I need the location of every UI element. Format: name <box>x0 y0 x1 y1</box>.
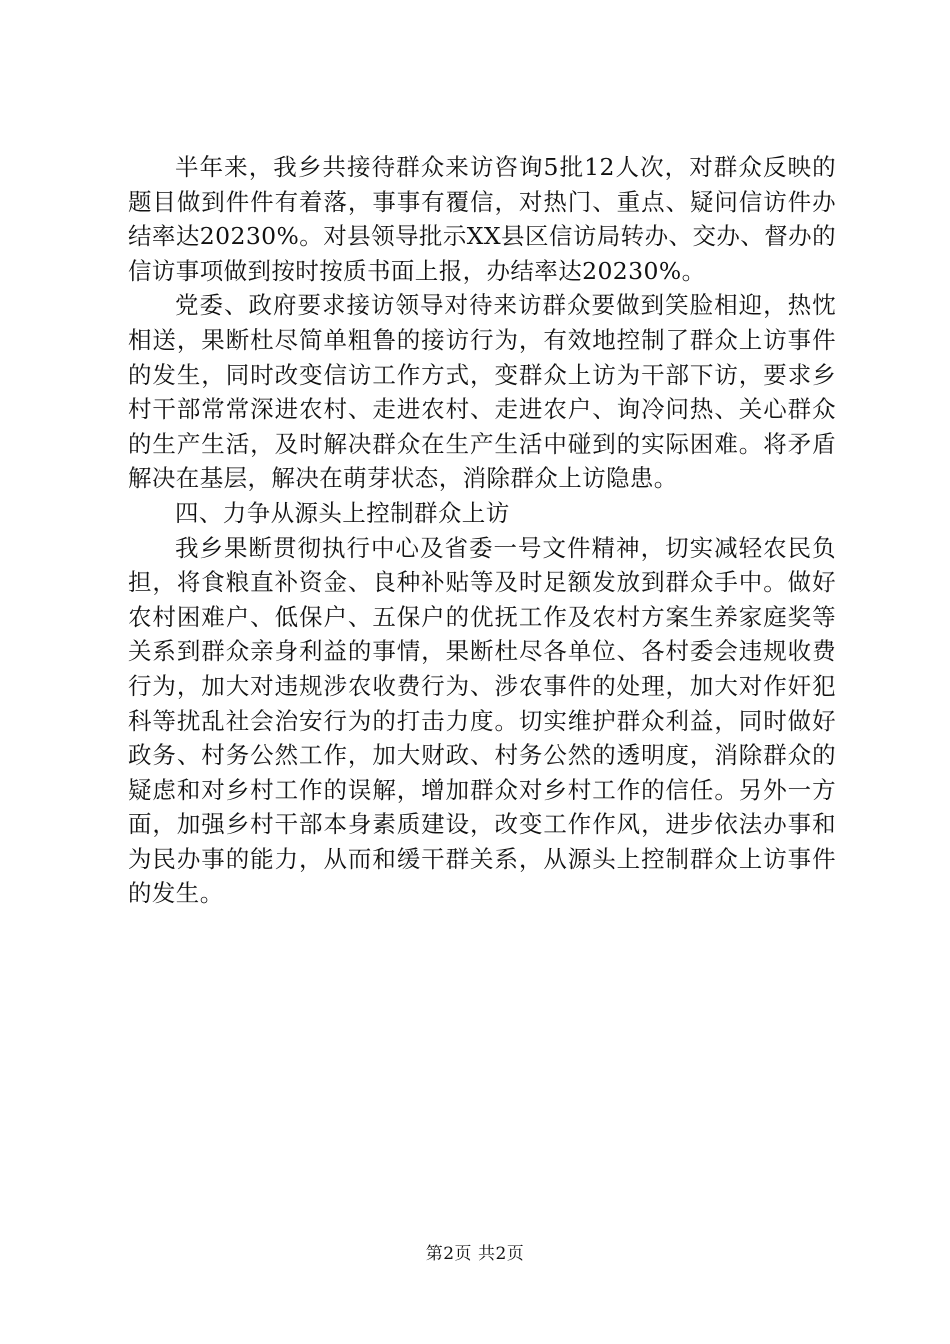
paragraph-1: 半年来，我乡共接待群众来访咨询5批12人次，对群众反映的题目做到件件有着落，事事有覆信，对热门、重点、疑问信访件办结率达20230%。对县领导批示XX县区信访局转办、交办、督办的信访事项做到按时按质书面上报，办结率达20230%。 <box>128 153 836 285</box>
section-heading: 四、力争从源头上控制群众上访 <box>175 498 510 527</box>
document-body <box>128 150 836 911</box>
paragraph-2: 党委、政府要求接访领导对待来访群众要做到笑脸相迎，热忱相送，果断杜尽简单粗鲁的接访行为，有效地控制了群众上访事件的发生，同时改变信访工作方式，变群众上访为干部下访，要求乡村干部常常深进农村、走进农村、走进农户、询冷问热、关心群众的生产生活，及时解决群众在生产生活中碰到的实际困难。将矛盾解决在基层，解决在萌芽状态，消除群众上访隐患。 <box>128 291 836 493</box>
page-number-footer: 第2页 共2页 <box>425 1244 525 1264</box>
paragraph-3: 我乡果断贯彻执行中心及省委一号文件精神，切实减轻农民负担，将食粮直补资金、良种补贴等及时足额发放到群众手中。做好农村困难户、低保户、五保户的优抚工作及农村方案生养家庭奖等关系到群众亲身利益的事情，果断杜尽各单位、各村委会违规收费行为，加大对违规涉农收费行为、涉农事件的处理，加大对作奸犯科等扰乱社会治安行为的打击力度。切实维护群众利益，同时做好政务、村务公然工作，加大财政、村务公然的透明度，消除群众的疑虑和对乡村工作的误解，增加群众对乡村工作的信任。另外一方面，加强乡村干部本身素质建设，改变工作作风，进步依法办事和为民办事的能力，从而和缓干群关系，从源头上控制群众上访事件的发生。 <box>128 533 836 908</box>
